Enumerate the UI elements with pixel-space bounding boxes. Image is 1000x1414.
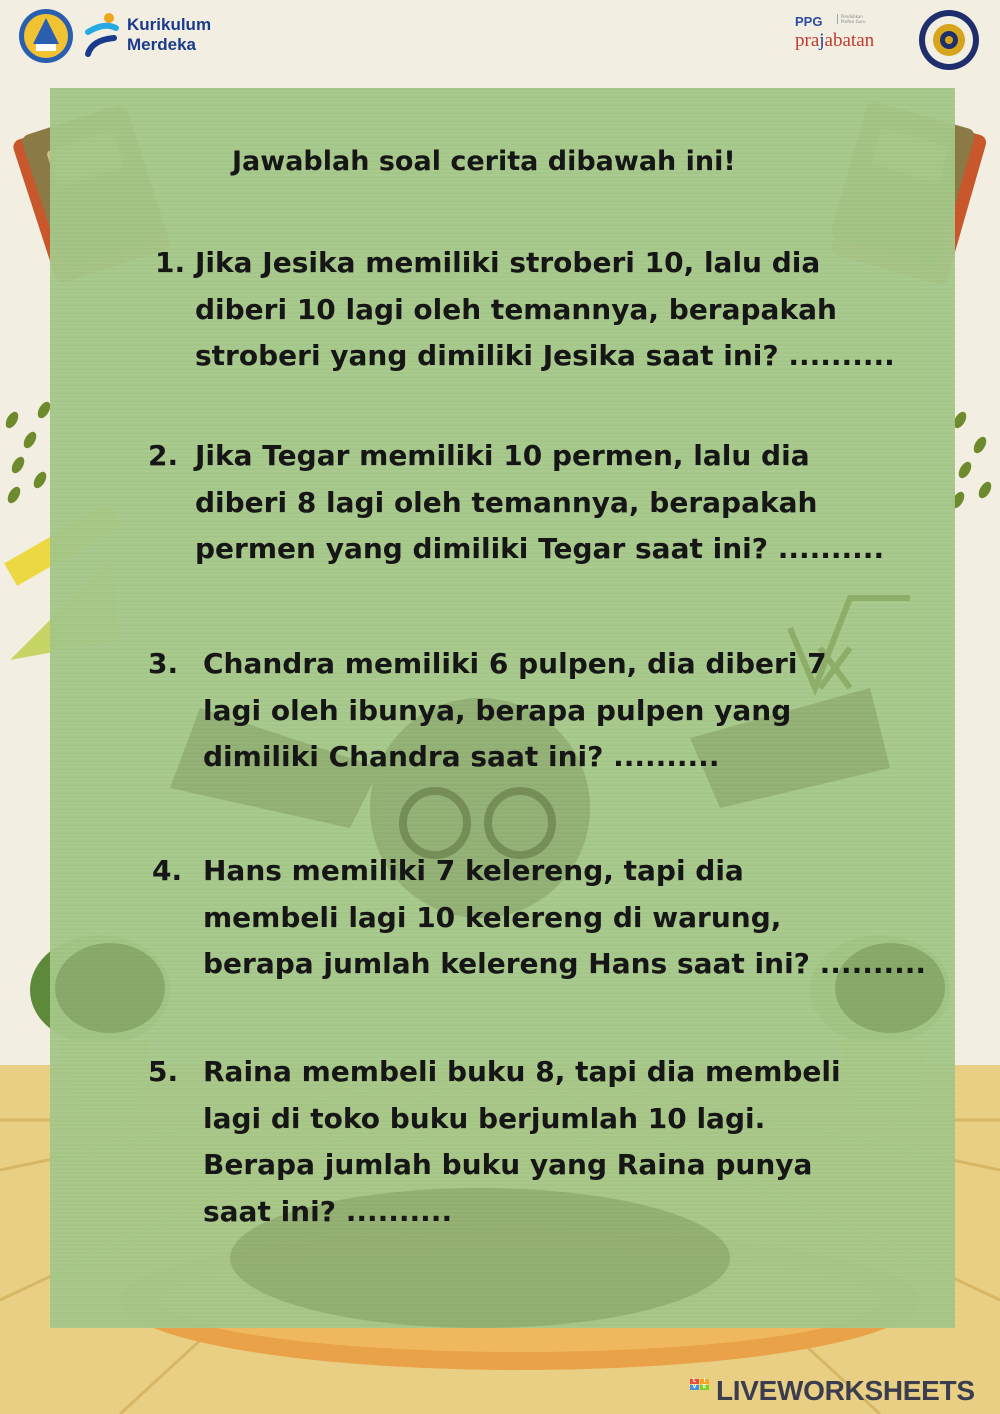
cube-letter: I: [700, 1379, 709, 1384]
question-number: 1.: [155, 246, 186, 279]
question-line: stroberi yang dimiliki Jesika saat ini? ..........: [195, 339, 895, 372]
cube-letter: E: [700, 1385, 709, 1390]
question-line: Chandra memiliki 6 pulpen, dia diberi 7: [203, 647, 827, 680]
prajabatan-part-b: j: [819, 30, 825, 51]
liveworksheets-cube-icon: [690, 1379, 712, 1403]
question-number: 3.: [148, 647, 179, 680]
question-line: diberi 8 lagi oleh temannya, berapakah: [195, 485, 818, 519]
question-line: diberi 10 lagi oleh temannya, berapakah: [195, 292, 837, 326]
liveworksheets-wordmark: LIVEWORKSHEETS: [716, 1375, 975, 1406]
question-line: Jika Jesika memiliki stroberi 10, lalu dia: [195, 246, 821, 279]
question-5: [148, 1049, 908, 1239]
question-4: [152, 848, 932, 988]
liveworksheets-watermark[interactable]: [690, 1375, 995, 1407]
prajabatan-part-c: abatan: [824, 30, 875, 51]
question-line: berapa jumlah kelereng Hans saat ini? ..........: [203, 947, 927, 980]
cube-letter: V: [690, 1385, 699, 1390]
cube-letter: L: [690, 1379, 699, 1384]
kurikulum-line: Kurikulum: [127, 15, 212, 34]
question-line: Hans memiliki 7 kelereng, tapi dia: [203, 854, 744, 887]
question-3: [148, 641, 908, 781]
merdeka-line: Merdeka: [127, 35, 196, 54]
question-number: 5.: [148, 1055, 179, 1088]
question-line: lagi di toko buku berjumlah 10 lagi.: [203, 1101, 766, 1135]
question-line: dimiliki Chandra saat ini? ..........: [203, 740, 720, 773]
question-line: Raina membeli buku 8, tapi dia membeli: [203, 1055, 841, 1088]
question-line: Berapa jumlah buku yang Raina punya: [203, 1148, 813, 1181]
ppg-tiny-caption: Pendidikan Profesi Guru: [837, 14, 877, 24]
question-line: permen yang dimiliki Tegar saat ini? ..........: [195, 532, 885, 565]
instruction-heading: Jawablah soal cerita dibawah ini!: [232, 146, 736, 177]
question-line: Jika Tegar memiliki 10 permen, lalu dia: [195, 439, 810, 472]
ppg-label: PPG: [795, 14, 823, 29]
question-line: saat ini? ..........: [203, 1194, 453, 1228]
question-1: [155, 240, 915, 380]
prajabatan-part-a: pra: [795, 30, 820, 51]
question-number: 4.: [152, 854, 183, 887]
question-2: [148, 433, 908, 573]
question-line: lagi oleh ibunya, berapa pulpen yang: [203, 693, 792, 727]
question-line: membeli lagi 10 kelereng di warung,: [203, 900, 782, 934]
question-number: 2.: [148, 439, 179, 472]
